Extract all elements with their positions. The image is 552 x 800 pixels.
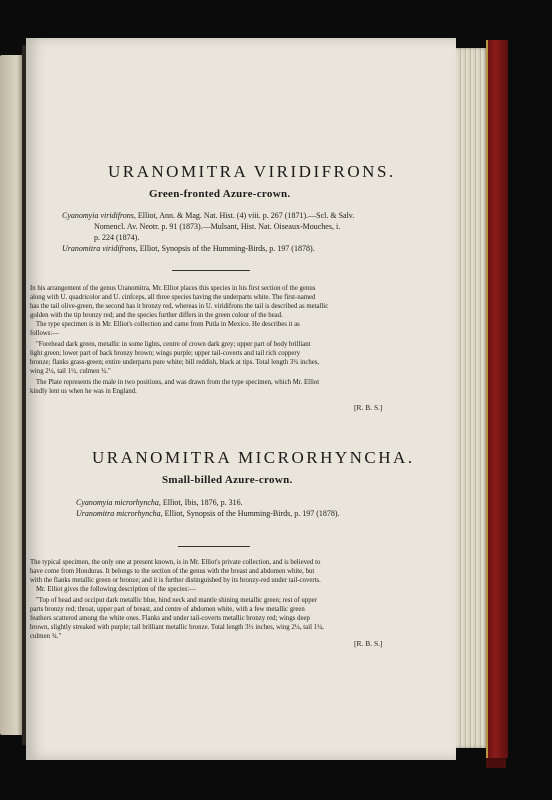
paragraph-line: follows:— — [30, 330, 60, 337]
reference-line: p. 224 (1874). — [94, 233, 140, 242]
reference-line: Uranomitra viridifrons, Elliot, Synopsis of the Humming-Birds, p. 197 (1878). — [62, 244, 315, 253]
species-title-viridifrons: URANOMITRA VIRIDIFRONS. — [108, 162, 396, 181]
reference-line: Nomencl. Av. Neotr. p. 91 (1873).—Mulsant, Hist. Nat. Oiseaux-Mouches, i. — [94, 222, 341, 231]
author-initials: [R. B. S.] — [354, 403, 383, 412]
paragraph-line: has the tail olive-green, the second has it bronzy red, whereas in U. viridifrons the tail is described as metallic — [30, 303, 329, 310]
paragraph-line: kindly lent us when he was in England. — [30, 388, 137, 395]
section-divider — [178, 546, 250, 547]
paragraph-line: have come from Honduras. It belongs to the section of the genus with the breast and abdomen white, but — [30, 568, 315, 575]
paragraph-line: The type specimen is in Mr. Elliot's collection and came from Putla in Mexico. He describes it as — [36, 321, 300, 328]
paragraph-line: Mr. Elliot gives the following description of the species:— — [36, 586, 196, 593]
book-cover-edge — [486, 40, 508, 758]
paragraph-line: along with U. quadricolor and U. cinfceps, all three species having the underparts white. The first-named — [30, 294, 316, 301]
paragraph-line: wing 2¼, tail 1½, culmen ¾." — [30, 368, 111, 375]
author-initials: [R. B. S.] — [354, 639, 383, 648]
paragraph-line: parts bronzy red; throat, upper part of breast, and centre of abdomen white, with a few metallic green — [30, 606, 305, 613]
book-page — [26, 38, 456, 760]
paragraph-line: culmen ¾." — [30, 633, 62, 640]
paragraph-line: "Top of head and occiput dark metallic blue, hind neck and mantle shining metallic green; rest of upper — [36, 597, 317, 604]
paragraph-line: In his arrangement of the genus Uranomitra, Mr. Elliot places this species in his first section of the genus — [30, 285, 316, 292]
paragraph-line: with the flanks metallic green or bronze; and it is further distinguished by its bronzy-red under tail-coverts. — [30, 577, 321, 584]
paragraph-line: bronze; flanks grass-green; entire underparts pure white; bill reddish, black at tips. Total length 3¾ inches, — [30, 359, 320, 366]
paragraph-line: The Plate represents the male in two positions, and was drawn from the type specimen, which Mr. Elliot — [36, 379, 320, 386]
paragraph-line: The typical specimen, the only one at present known, is in Mr. Elliot's private collection, and is believed to — [30, 559, 321, 566]
paragraph-line: feathers scattered among the white ones. Flanks and under tail-coverts metallic bronzy red; wings deep — [30, 615, 310, 622]
reference-line: Cyanomyia viridifrons, Elliot, Ann. & Mag. Nat. Hist. (4) viii. p. 267 (1871).—Scl. & Salv. — [62, 211, 355, 220]
common-name-viridifrons: Green-fronted Azure-crown. — [149, 188, 291, 200]
paragraph-line: golden with the tip bronzy red; and the species further differs in the green colour of the head. — [30, 312, 283, 319]
paragraph-line: brown, slightly streaked with purple; tail brilliant metallic bronze. Total length 3½ inches, wing 2¼, tail 1¼, — [30, 624, 324, 631]
paragraph-line: light green; lower part of back bronzy brown; wings purple; upper tail-coverts and tail rich coppery — [30, 350, 301, 357]
section-divider — [172, 270, 250, 271]
reference-line: Cyanomyia microrhyncha, Elliot, Ibis, 1876, p. 316. — [76, 498, 243, 507]
reference-line: Uranomitra microrhyncha, Elliot, Synopsis of the Humming-Birds, p. 197 (1878). — [76, 509, 340, 518]
common-name-microrhyncha: Small-billed Azure-crown. — [162, 474, 293, 486]
book-cover-corner — [486, 758, 506, 768]
species-title-microrhyncha: URANOMITRA MICRORHYNCHA. — [92, 448, 415, 467]
left-page-edge — [0, 55, 24, 735]
paragraph-line: "Forehead dark green, metallic in some lights, centre of crown dark grey; upper part of body brilliant — [36, 341, 311, 348]
